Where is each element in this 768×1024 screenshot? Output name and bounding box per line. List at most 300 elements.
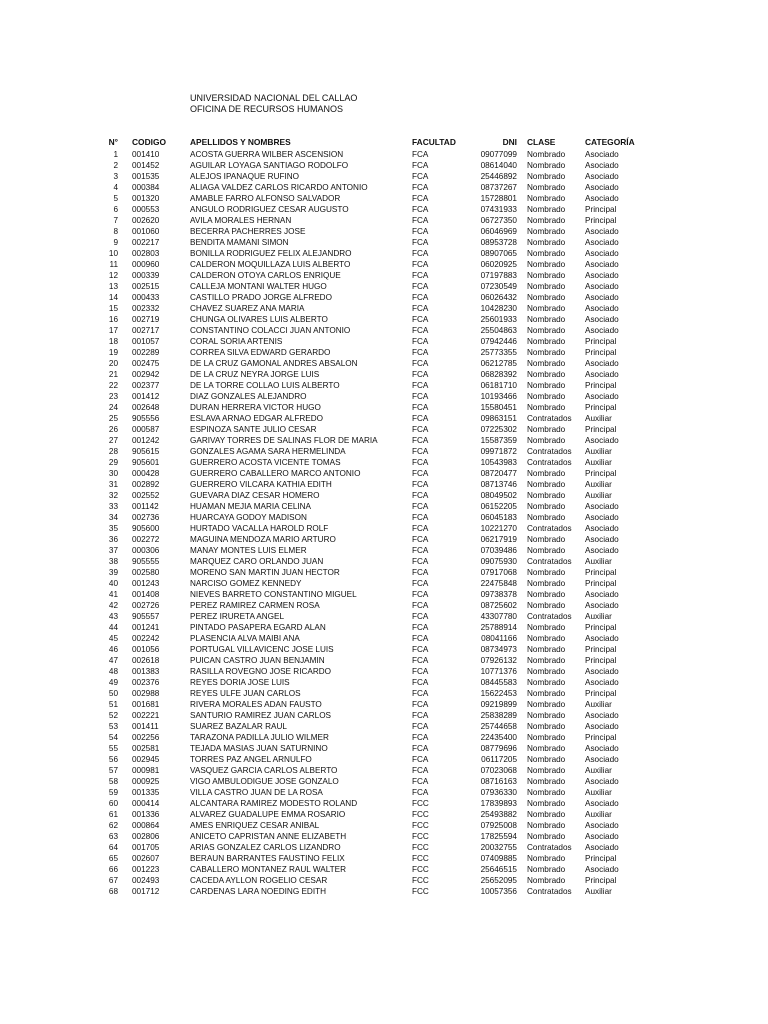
cell-faculty: FCA xyxy=(412,469,429,478)
cell-number: 16 xyxy=(108,315,118,324)
cell-class: Nombrado xyxy=(527,623,566,632)
cell-category: Auxiliar xyxy=(585,557,612,566)
cell-code: 002376 xyxy=(132,678,160,687)
cell-code: 000864 xyxy=(132,821,160,830)
cell-dni: 08734973 xyxy=(480,645,517,654)
cell-class: Nombrado xyxy=(527,832,566,841)
cell-code: 000553 xyxy=(132,205,160,214)
cell-number: 8 xyxy=(113,227,118,236)
cell-names: DE LA CRUZ NEYRA JORGE LUIS xyxy=(190,370,320,379)
cell-dni: 06212785 xyxy=(480,359,517,368)
table-row xyxy=(104,369,645,380)
cell-code: 002620 xyxy=(132,216,160,225)
cell-dni: 22475848 xyxy=(480,579,517,588)
table-row xyxy=(104,237,645,248)
cell-number: 39 xyxy=(108,568,118,577)
cell-class: Nombrado xyxy=(527,337,566,346)
cell-code: 001242 xyxy=(132,436,160,445)
table-row xyxy=(104,413,645,424)
cell-class: Nombrado xyxy=(527,304,566,313)
cell-class: Nombrado xyxy=(527,392,566,401)
cell-code: 001056 xyxy=(132,645,160,654)
cell-category: Principal xyxy=(585,733,617,742)
cell-dni: 25652095 xyxy=(480,876,517,885)
cell-dni: 06045183 xyxy=(480,513,517,522)
cell-names: CORREA SILVA EDWARD GERARDO xyxy=(190,348,331,357)
cell-class: Contratados xyxy=(527,557,572,566)
cell-code: 002217 xyxy=(132,238,160,247)
table-row xyxy=(104,622,645,633)
cell-code: 000925 xyxy=(132,777,160,786)
table-row xyxy=(104,864,645,875)
cell-faculty: FCA xyxy=(412,293,429,302)
cell-faculty: FCA xyxy=(412,777,429,786)
cell-category: Principal xyxy=(585,348,617,357)
table-row xyxy=(104,358,645,369)
cell-names: GUERRERO VILCARA KATHIA EDITH xyxy=(190,480,332,489)
cell-category: Asociado xyxy=(585,359,619,368)
cell-code: 905556 xyxy=(132,414,160,423)
cell-code: 905615 xyxy=(132,447,160,456)
cell-faculty: FCC xyxy=(412,810,429,819)
cell-faculty: FCA xyxy=(412,161,429,170)
cell-category: Asociado xyxy=(585,150,619,159)
cell-class: Nombrado xyxy=(527,700,566,709)
table-row xyxy=(104,270,645,281)
cell-class: Nombrado xyxy=(527,821,566,830)
cell-class: Nombrado xyxy=(527,260,566,269)
cell-names: ACOSTA GUERRA WILBER ASCENSION xyxy=(190,150,344,159)
cell-dni: 20032755 xyxy=(480,843,517,852)
cell-class: Nombrado xyxy=(527,601,566,610)
cell-dni: 08716163 xyxy=(480,777,517,786)
cell-faculty: FCA xyxy=(412,744,429,753)
table-row xyxy=(104,556,645,567)
cell-faculty: FCA xyxy=(412,447,429,456)
cell-number: 6 xyxy=(113,205,118,214)
cell-category: Asociado xyxy=(585,722,619,731)
cell-number: 11 xyxy=(109,260,118,269)
cell-code: 002717 xyxy=(132,326,160,335)
cell-faculty: FCA xyxy=(412,260,429,269)
cell-category: Auxiliar xyxy=(585,887,612,896)
cell-code: 002272 xyxy=(132,535,160,544)
col-header-category: CATEGORÍA xyxy=(585,137,635,147)
cell-category: Asociado xyxy=(585,392,619,401)
cell-dni: 08953728 xyxy=(480,238,517,247)
cell-names: ESLAVA ARNAO EDGAR ALFREDO xyxy=(190,414,324,423)
cell-class: Nombrado xyxy=(527,667,566,676)
cell-names: AMES ENRIQUEZ CESAR ANIBAL xyxy=(190,821,320,830)
cell-dni: 07925008 xyxy=(480,821,517,830)
cell-names: DIAZ GONZALES ALEJANDRO xyxy=(190,392,307,401)
cell-category: Asociado xyxy=(585,249,619,258)
cell-number: 56 xyxy=(108,755,118,764)
cell-class: Contratados xyxy=(527,414,572,423)
cell-dni: 09863151 xyxy=(480,414,517,423)
table-row xyxy=(104,457,645,468)
cell-names: CASTILLO PRADO JORGE ALFREDO xyxy=(190,293,332,302)
cell-names: HURTADO VACALLA HAROLD ROLF xyxy=(190,524,329,533)
cell-number: 27 xyxy=(108,436,118,445)
cell-number: 18 xyxy=(108,337,118,346)
cell-number: 41 xyxy=(108,590,118,599)
cell-faculty: FCA xyxy=(412,348,429,357)
document-header xyxy=(190,93,357,115)
cell-class: Contratados xyxy=(527,887,572,896)
cell-names: AGUILAR LOYAGA SANTIAGO RODOLFO xyxy=(190,161,349,170)
cell-category: Asociado xyxy=(585,183,619,192)
cell-number: 34 xyxy=(108,513,118,522)
cell-faculty: FCA xyxy=(412,579,429,588)
cell-number: 48 xyxy=(108,667,118,676)
cell-dni: 07917068 xyxy=(480,568,517,577)
cell-category: Asociado xyxy=(585,271,619,280)
cell-dni: 43307780 xyxy=(480,612,517,621)
cell-faculty: FCA xyxy=(412,755,429,764)
cell-number: 59 xyxy=(108,788,118,797)
cell-class: Nombrado xyxy=(527,854,566,863)
cell-code: 002942 xyxy=(132,370,160,379)
cell-dni: 06217919 xyxy=(480,535,517,544)
cell-code: 002515 xyxy=(132,282,160,291)
cell-dni: 06046969 xyxy=(480,227,517,236)
cell-code: 002256 xyxy=(132,733,160,742)
cell-faculty: FCA xyxy=(412,524,429,533)
cell-faculty: FCA xyxy=(412,711,429,720)
cell-names: CARDENAS LARA NOEDING EDITH xyxy=(190,887,327,896)
table-header-row xyxy=(104,136,645,149)
cell-dni: 06727350 xyxy=(480,216,517,225)
cell-category: Asociado xyxy=(585,194,619,203)
cell-code: 002580 xyxy=(132,568,160,577)
table-row xyxy=(104,666,645,677)
cell-names: VILLA CASTRO JUAN DE LA ROSA xyxy=(190,788,323,797)
cell-code: 000339 xyxy=(132,271,160,280)
cell-number: 62 xyxy=(108,821,118,830)
cell-dni: 06828392 xyxy=(480,370,517,379)
cell-number: 51 xyxy=(108,700,118,709)
cell-dni: 06152205 xyxy=(480,502,517,511)
cell-faculty: FCA xyxy=(412,612,429,621)
table-row xyxy=(104,523,645,534)
cell-names: GUERRERO CABALLERO MARCO ANTONIO xyxy=(190,469,361,478)
cell-code: 001057 xyxy=(132,337,160,346)
cell-class: Nombrado xyxy=(527,150,566,159)
cell-number: 19 xyxy=(108,348,118,357)
cell-number: 55 xyxy=(108,744,118,753)
cell-names: TORRES PAZ ANGEL ARNULFO xyxy=(190,755,312,764)
cell-dni: 08720477 xyxy=(480,469,517,478)
table-row xyxy=(104,193,645,204)
cell-class: Nombrado xyxy=(527,502,566,511)
cell-category: Asociado xyxy=(585,777,619,786)
cell-number: 52 xyxy=(108,711,118,720)
cell-names: GONZALES AGAMA SARA HERMELINDA xyxy=(190,447,346,456)
cell-faculty: FCA xyxy=(412,282,429,291)
table-row xyxy=(104,820,645,831)
cell-category: Asociado xyxy=(585,546,619,555)
cell-class: Nombrado xyxy=(527,381,566,390)
cell-dni: 25744658 xyxy=(480,722,517,731)
cell-code: 001142 xyxy=(132,502,159,511)
cell-dni: 15587359 xyxy=(480,436,517,445)
cell-dni: 10543983 xyxy=(480,458,517,467)
cell-class: Contratados xyxy=(527,843,572,852)
table-row xyxy=(104,567,645,578)
cell-class: Nombrado xyxy=(527,755,566,764)
cell-faculty: FCA xyxy=(412,238,429,247)
cell-faculty: FCC xyxy=(412,887,429,896)
cell-class: Nombrado xyxy=(527,656,566,665)
cell-names: TARAZONA PADILLA JULIO WILMER xyxy=(190,733,329,742)
cell-class: Nombrado xyxy=(527,799,566,808)
cell-code: 905601 xyxy=(132,458,160,467)
cell-faculty: FCA xyxy=(412,634,429,643)
cell-faculty: FCA xyxy=(412,370,429,379)
cell-number: 32 xyxy=(108,491,118,500)
table-row xyxy=(104,281,645,292)
cell-category: Auxiliar xyxy=(585,447,612,456)
cell-category: Asociado xyxy=(585,832,619,841)
cell-number: 42 xyxy=(108,601,118,610)
cell-names: BERAUN BARRANTES FAUSTINO FELIX xyxy=(190,854,345,863)
cell-number: 57 xyxy=(108,766,118,775)
cell-category: Principal xyxy=(585,425,617,434)
cell-names: NIEVES BARRETO CONSTANTINO MIGUEL xyxy=(190,590,357,599)
table-row xyxy=(104,578,645,589)
cell-class: Nombrado xyxy=(527,469,566,478)
cell-category: Asociado xyxy=(585,304,619,313)
cell-category: Asociado xyxy=(585,711,619,720)
cell-class: Nombrado xyxy=(527,733,566,742)
cell-category: Asociado xyxy=(585,843,619,852)
cell-category: Principal xyxy=(585,205,617,214)
cell-names: PEREZ RAMIREZ CARMEN ROSA xyxy=(190,601,320,610)
cell-faculty: FCA xyxy=(412,513,429,522)
cell-code: 001712 xyxy=(132,887,160,896)
cell-category: Auxiliar xyxy=(585,700,612,709)
cell-number: 66 xyxy=(108,865,118,874)
cell-faculty: FCC xyxy=(412,832,429,841)
table-row xyxy=(104,479,645,490)
table-row xyxy=(104,435,645,446)
cell-names: RASILLA ROVEGNO JOSE RICARDO xyxy=(190,667,332,676)
cell-faculty: FCC xyxy=(412,843,429,852)
cell-number: 13 xyxy=(108,282,118,291)
cell-faculty: FCA xyxy=(412,766,429,775)
cell-dni: 08907065 xyxy=(480,249,517,258)
cell-faculty: FCA xyxy=(412,172,429,181)
cell-number: 49 xyxy=(108,678,118,687)
cell-category: Asociado xyxy=(585,161,619,170)
cell-names: ARIAS GONZALEZ CARLOS LIZANDRO xyxy=(190,843,341,852)
cell-code: 001243 xyxy=(132,579,160,588)
cell-faculty: FCA xyxy=(412,722,429,731)
table-row xyxy=(104,391,645,402)
cell-faculty: FCA xyxy=(412,359,429,368)
cell-number: 12 xyxy=(108,271,118,280)
cell-dni: 09075930 xyxy=(480,557,517,566)
cell-code: 002618 xyxy=(132,656,160,665)
cell-dni: 09077099 xyxy=(480,150,517,159)
cell-dni: 10221270 xyxy=(480,524,517,533)
cell-names: MARQUEZ CARO ORLANDO JUAN xyxy=(190,557,324,566)
cell-category: Principal xyxy=(585,469,617,478)
cell-faculty: FCA xyxy=(412,194,429,203)
cell-category: Asociado xyxy=(585,436,619,445)
table-row xyxy=(104,347,645,358)
cell-faculty: FCA xyxy=(412,502,429,511)
cell-code: 001335 xyxy=(132,788,160,797)
cell-number: 15 xyxy=(108,304,118,313)
cell-names: REYES ULFE JUAN CARLOS xyxy=(190,689,301,698)
cell-code: 000981 xyxy=(132,766,160,775)
table-row xyxy=(104,732,645,743)
cell-class: Nombrado xyxy=(527,777,566,786)
cell-dni: 08725602 xyxy=(480,601,517,610)
cell-faculty: FCA xyxy=(412,205,429,214)
cell-class: Contratados xyxy=(527,524,572,533)
cell-faculty: FCA xyxy=(412,491,429,500)
cell-names: CACEDA AYLLON ROGELIO CESAR xyxy=(190,876,328,885)
cell-category: Asociado xyxy=(585,370,619,379)
cell-number: 37 xyxy=(108,546,118,555)
cell-code: 002242 xyxy=(132,634,160,643)
cell-faculty: FCA xyxy=(412,623,429,632)
cell-names: REYES DORIA JOSE LUIS xyxy=(190,678,290,687)
cell-number: 46 xyxy=(108,645,118,654)
cell-class: Nombrado xyxy=(527,766,566,775)
cell-names: HUAMAN MEJIA MARIA CELINA xyxy=(190,502,312,511)
cell-category: Asociado xyxy=(585,667,619,676)
cell-faculty: FCA xyxy=(412,414,429,423)
cell-category: Asociado xyxy=(585,513,619,522)
cell-faculty: FCA xyxy=(412,381,429,390)
cell-faculty: FCA xyxy=(412,326,429,335)
cell-category: Asociado xyxy=(585,524,619,533)
cell-class: Nombrado xyxy=(527,645,566,654)
cell-number: 29 xyxy=(108,458,118,467)
cell-dni: 25646515 xyxy=(480,865,517,874)
cell-faculty: FCA xyxy=(412,689,429,698)
cell-faculty: FCA xyxy=(412,227,429,236)
cell-code: 001452 xyxy=(132,161,160,170)
cell-dni: 06020925 xyxy=(480,260,517,269)
cell-class: Nombrado xyxy=(527,293,566,302)
cell-dni: 09219899 xyxy=(480,700,517,709)
col-header-names: APELLIDOS Y NOMBRES xyxy=(190,137,291,147)
cell-number: 54 xyxy=(108,733,118,742)
cell-dni: 07197883 xyxy=(480,271,517,280)
table-row xyxy=(104,215,645,226)
cell-class: Nombrado xyxy=(527,689,566,698)
cell-class: Nombrado xyxy=(527,183,566,192)
cell-faculty: FCC xyxy=(412,865,429,874)
cell-class: Nombrado xyxy=(527,546,566,555)
cell-names: GUERRERO ACOSTA VICENTE TOMAS xyxy=(190,458,341,467)
table-row xyxy=(104,765,645,776)
cell-dni: 08737267 xyxy=(480,183,517,192)
office-name: OFICINA DE RECURSOS HUMANOS xyxy=(190,104,344,114)
staff-table xyxy=(104,136,645,897)
cell-code: 905600 xyxy=(132,524,160,533)
table-row xyxy=(104,853,645,864)
cell-dni: 06117205 xyxy=(481,755,517,764)
cell-code: 905557 xyxy=(132,612,160,621)
cell-number: 17 xyxy=(108,326,118,335)
cell-category: Asociado xyxy=(585,634,619,643)
cell-names: ANGULO RODRIGUEZ CESAR AUGUSTO xyxy=(190,205,349,214)
cell-names: MORENO SAN MARTIN JUAN HECTOR xyxy=(190,568,340,577)
cell-number: 43 xyxy=(108,612,118,621)
cell-category: Asociado xyxy=(585,293,619,302)
cell-code: 001410 xyxy=(132,150,160,159)
cell-dni: 07225302 xyxy=(480,425,517,434)
cell-class: Nombrado xyxy=(527,436,566,445)
cell-names: ALCANTARA RAMIREZ MODESTO ROLAND xyxy=(190,799,358,808)
table-row xyxy=(104,831,645,842)
cell-category: Principal xyxy=(585,876,617,885)
table-row xyxy=(104,644,645,655)
cell-code: 000960 xyxy=(132,260,160,269)
table-row xyxy=(104,171,645,182)
cell-category: Auxiliar xyxy=(585,810,612,819)
cell-number: 3 xyxy=(113,172,118,181)
table-row xyxy=(104,655,645,666)
cell-category: Auxiliar xyxy=(585,491,612,500)
cell-names: CHAVEZ SUAREZ ANA MARIA xyxy=(190,304,305,313)
cell-faculty: FCA xyxy=(412,458,429,467)
cell-names: AVILA MORALES HERNAN xyxy=(190,216,292,225)
cell-number: 1 xyxy=(113,150,118,159)
cell-category: Asociado xyxy=(585,172,619,181)
cell-names: CALLEJA MONTANI WALTER HUGO xyxy=(190,282,327,291)
cell-faculty: FCA xyxy=(412,656,429,665)
table-row xyxy=(104,292,645,303)
cell-category: Principal xyxy=(585,656,617,665)
cell-category: Asociado xyxy=(585,315,619,324)
cell-names: ALEJOS IPANAQUE RUFINO xyxy=(190,172,300,181)
cell-faculty: FCA xyxy=(412,700,429,709)
cell-class: Nombrado xyxy=(527,216,566,225)
table-row xyxy=(104,611,645,622)
cell-class: Nombrado xyxy=(527,425,566,434)
cell-faculty: FCA xyxy=(412,546,429,555)
cell-dni: 08041166 xyxy=(481,634,517,643)
cell-faculty: FCC xyxy=(412,799,429,808)
cell-class: Nombrado xyxy=(527,491,566,500)
cell-number: 61 xyxy=(108,810,118,819)
cell-category: Asociado xyxy=(585,238,619,247)
cell-names: PUICAN CASTRO JUAN BENJAMIN xyxy=(190,656,325,665)
cell-names: AMABLE FARRO ALFONSO SALVADOR xyxy=(190,194,341,203)
cell-number: 21 xyxy=(108,370,118,379)
table-row xyxy=(104,314,645,325)
cell-category: Asociado xyxy=(585,744,619,753)
cell-number: 65 xyxy=(108,854,118,863)
cell-category: Auxiliar xyxy=(585,612,612,621)
cell-names: BECERRA PACHERRES JOSE xyxy=(190,227,306,236)
cell-faculty: FCA xyxy=(412,337,429,346)
cell-dni: 07936330 xyxy=(480,788,517,797)
cell-class: Nombrado xyxy=(527,370,566,379)
cell-code: 000587 xyxy=(132,425,160,434)
cell-names: RIVERA MORALES ADAN FAUSTO xyxy=(190,700,322,709)
cell-number: 45 xyxy=(108,634,118,643)
col-header-class: CLASE xyxy=(527,137,556,147)
table-row xyxy=(104,677,645,688)
